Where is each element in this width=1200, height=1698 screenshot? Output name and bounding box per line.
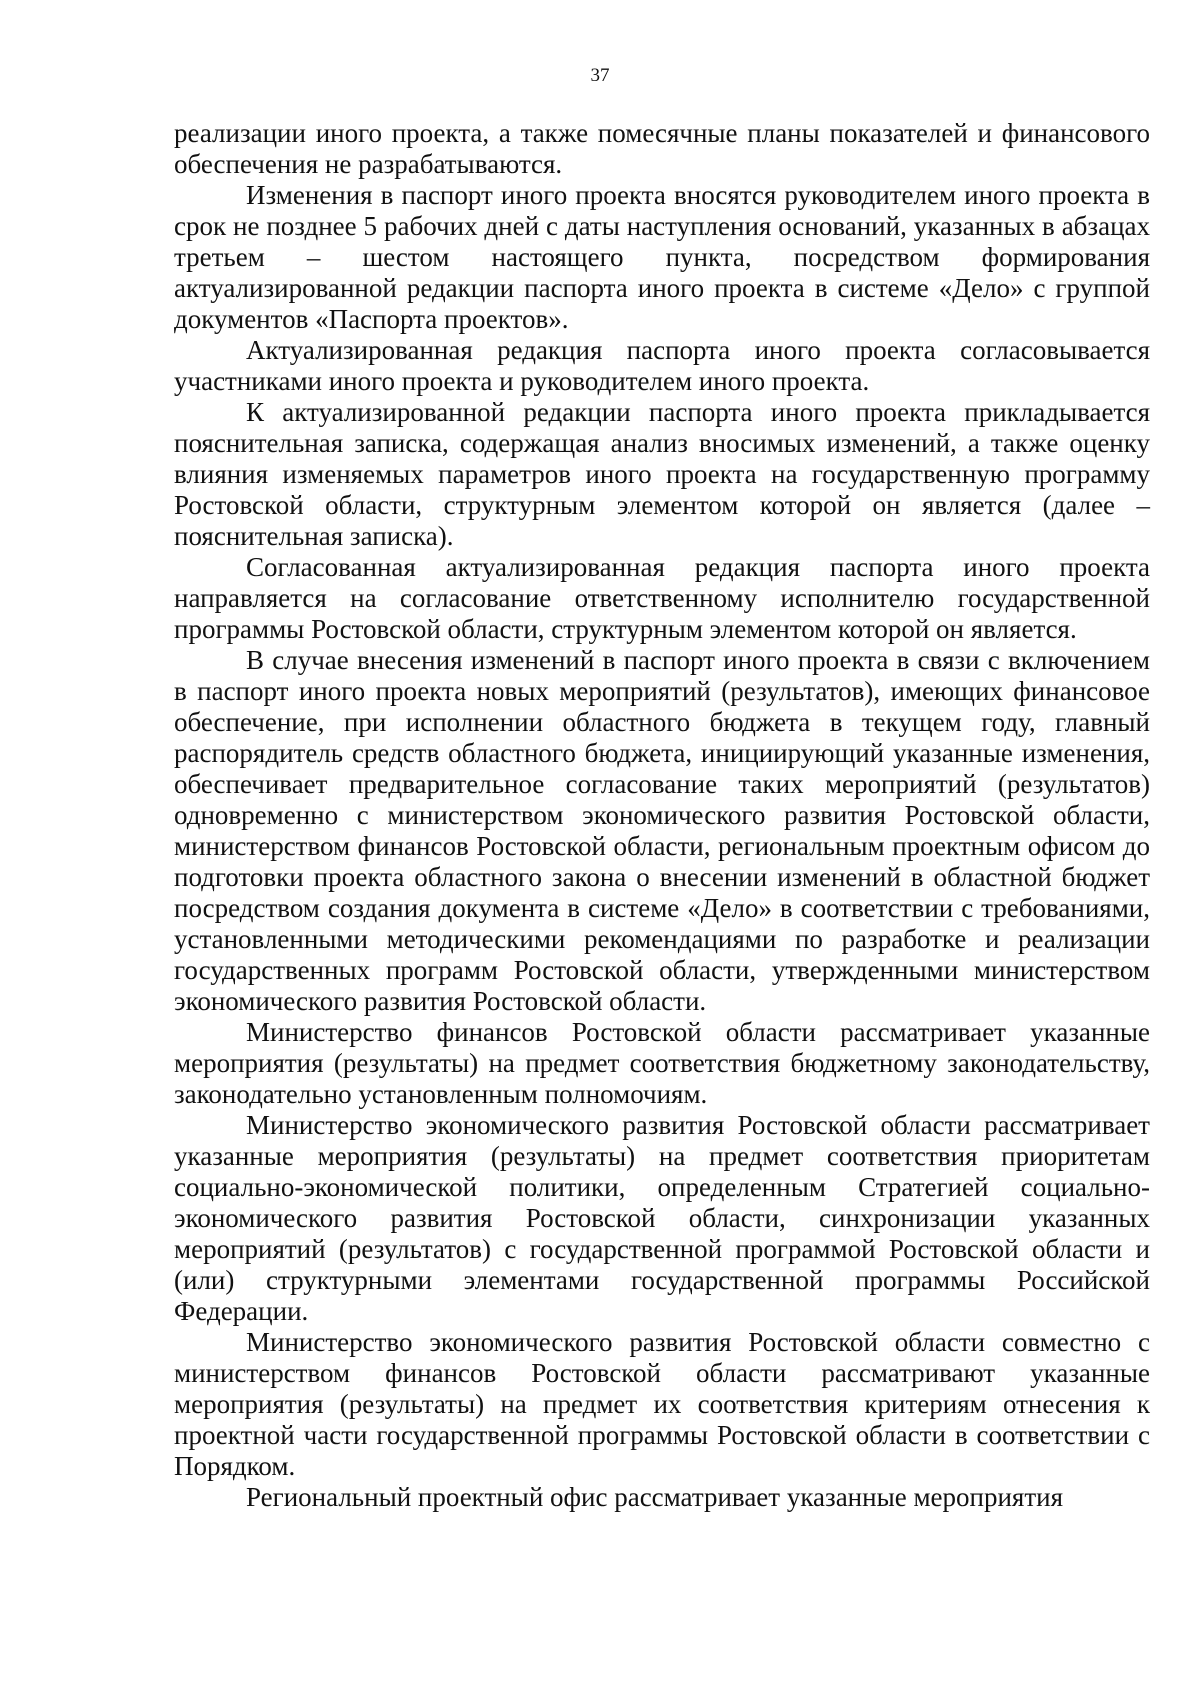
paragraph-project-office: Региональный проектный офис рассматривает указанные мероприятия [246,1482,1064,1512]
document-body [174,118,1150,1513]
paragraph-approval: Актуализированная редакция паспорта иного проекта согласовывается участниками иного проекта и руководителем иного проекта. [174,335,1150,396]
paragraph-continuation: реализации иного проекта, а также помесячные планы показателей и финансового обеспечения не разрабатываются. [174,118,1150,179]
paragraph-explanatory-note: К актуализированной редакции паспорта иного проекта прикладывается пояснительная записка, содержащая анализ вносимых изменений, а также оценку влияния изменяемых параметров иного проекта на государственную программу Ростовской области, структурным элементом которой он является (далее – пояснительная записка). [174,397,1150,551]
paragraph-new-activities: В случае внесения изменений в паспорт иного проекта в связи с включением в паспорт иного проекта новых мероприятий (результатов), имеющих финансовое обеспечение, при исполнении областного бюджета в текущем году, главный распорядитель средств областного бюджета, инициирующий указанные изменения, обеспечивает предварительное согласование таких мероприятий (результатов) одновременно с министерством экономического развития Ростовской области, министерством финансов Ростовской области, региональным проектным офисом до подготовки проекта областного закона о внесении изменений в областной бюджет посредством создания документа в системе «Дело» в соответствии с требованиями, установленными методическими рекомендациями по разработке и реализации государственных программ Ростовской области, утвержденными министерством экономического развития Ростовской области. [174,645,1150,1016]
paragraph-joint-review: Министерство экономического развития Ростовской области совместно с министерством финансов Ростовской области рассматривают указанные мероприятия (результаты) на предмет их соответствия критериям отнесения к проектной части государственной программы Ростовской области в соответствии с Порядком. [174,1327,1150,1481]
paragraph-agreed-edition: Согласованная актуализированная редакция паспорта иного проекта направляется на согласование ответственному исполнителю государственной программы Ростовской области, структурным элементом которой он является. [174,552,1150,644]
paragraph-economy-ministry: Министерство экономического развития Ростовской области рассматривает указанные мероприятия (результаты) на предмет соответствия приоритетам социально-экономической политики, определенным Стратегией социально-экономического развития Ростовской области, синхронизации указанных мероприятий (результатов) с государственной программой Ростовской области и (или) структурными элементами государственной программы Российской Федерации. [174,1110,1150,1326]
paragraph-passport-changes: Изменения в паспорт иного проекта вносятся руководителем иного проекта в срок не позднее 5 рабочих дней с даты наступления оснований, указанных в абзацах третьем – шестом настоящего пункта, посредством формирования актуализированной редакции паспорта иного проекта в системе «Дело» с группой документов «Паспорта проектов». [174,180,1150,334]
paragraph-finance-ministry: Министерство финансов Ростовской области рассматривает указанные мероприятия (результаты) на предмет соответствия бюджетному законодательству, законодательно установленным полномочиям. [174,1017,1150,1109]
page-number: 37 [590,65,610,86]
